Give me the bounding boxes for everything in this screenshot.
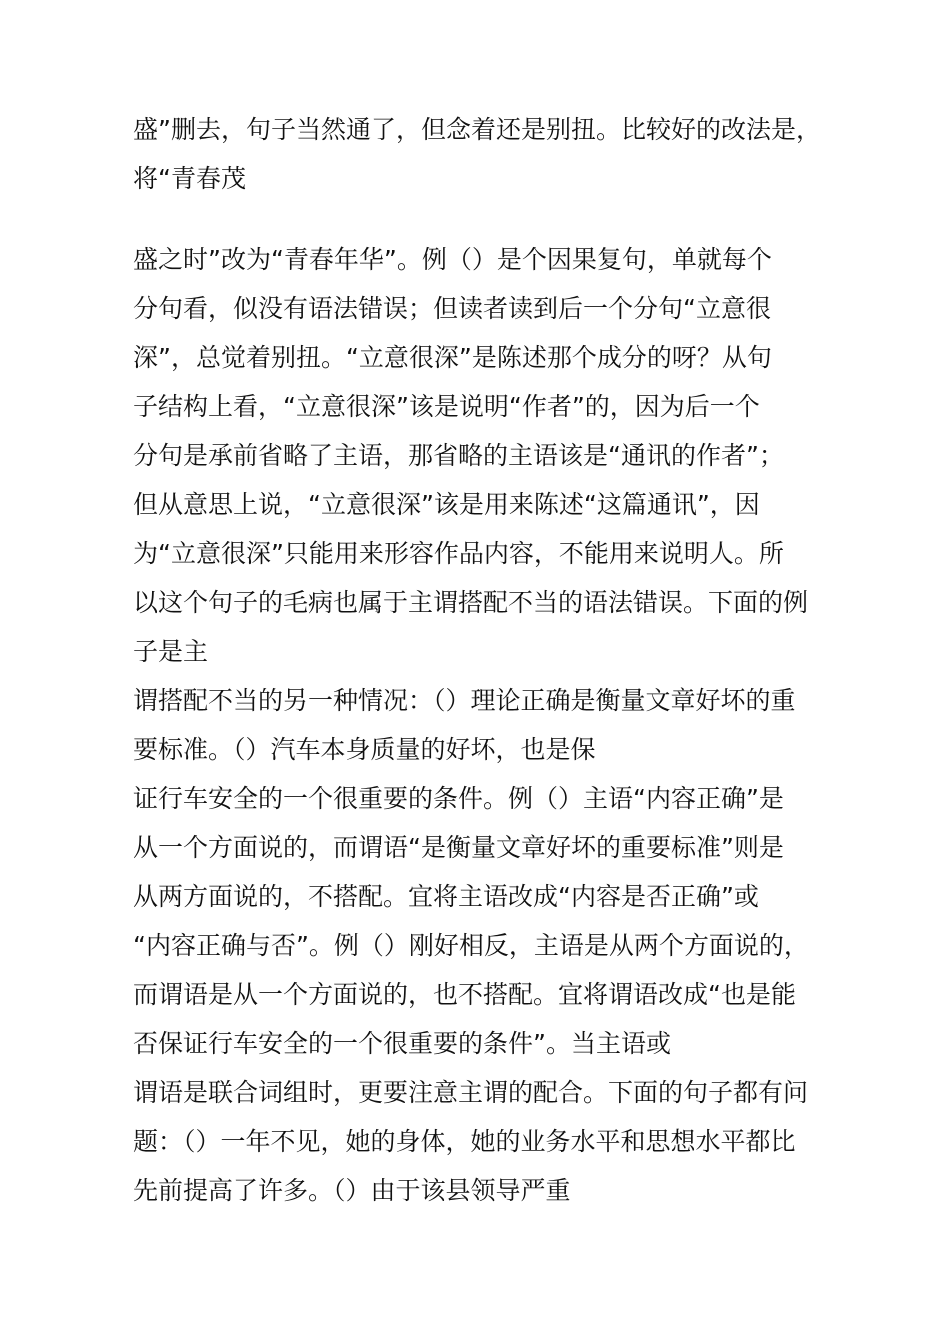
text-line: 先前提高了许多。（）由于该县领导严重 — [133, 1176, 571, 1205]
text-line: 以这个句子的毛病也属于主谓搭配不当的语法错误。下面的例 — [133, 588, 809, 617]
text-line: 而谓语是从一个方面说的，也不搭配。宜将谓语改成“也是能 — [133, 980, 796, 1009]
text-line: 子结构上看，“立意很深”该是说明“作者”的，因为后一个 — [133, 392, 760, 421]
text-line: 题：（）一年不见，她的身体，她的业务水平和思想水平都比 — [133, 1127, 796, 1156]
text-line: 从两方面说的，不搭配。宜将主语改成“内容是否正确”或 — [133, 882, 759, 911]
text-line: 盛”删去，句子当然通了，但念着还是别扭。比较好的改法是， — [133, 115, 821, 144]
text-line: 但从意思上说，“立意很深”该是用来陈述“这篇通讯”，因 — [133, 490, 760, 519]
text-line: 盛之时”改为“青春年华”。例（）是个因果复句，单就每个 — [133, 245, 772, 274]
text-line: 证行车安全的一个很重要的条件。例（）主语“内容正确”是 — [133, 784, 784, 813]
text-line: 将“青春茂 — [133, 164, 246, 193]
text-line: 为“立意很深”只能用来形容作品内容，不能用来说明人。所 — [133, 539, 784, 568]
text-line: 谓语是联合词组时，更要注意主谓的配合。下面的句子都有问 — [133, 1078, 809, 1107]
text-line: “内容正确与否”。例（）刚好相反，主语是从两个方面说的， — [133, 931, 809, 960]
text-line: 分句看，似没有语法错误；但读者读到后一个分句“立意很 — [133, 294, 771, 323]
text-line: 子是主 — [133, 637, 209, 666]
text-line: 要标准。（）汽车本身质量的好坏，也是保 — [133, 735, 596, 764]
text-line: 从一个方面说的，而谓语“是衡量文章好坏的重要标准”则是 — [133, 833, 784, 862]
text-line: 否保证行车安全的一个很重要的条件”。当主语或 — [133, 1029, 671, 1058]
text-line: 谓搭配不当的另一种情况：（）理论正确是衡量文章好坏的重 — [133, 686, 796, 715]
text-line: 分句是承前省略了主语，那省略的主语该是“通讯的作者”； — [133, 441, 784, 470]
text-line: 深”，总觉着别扭。“立意很深”是陈述那个成分的呀？从句 — [133, 343, 772, 372]
